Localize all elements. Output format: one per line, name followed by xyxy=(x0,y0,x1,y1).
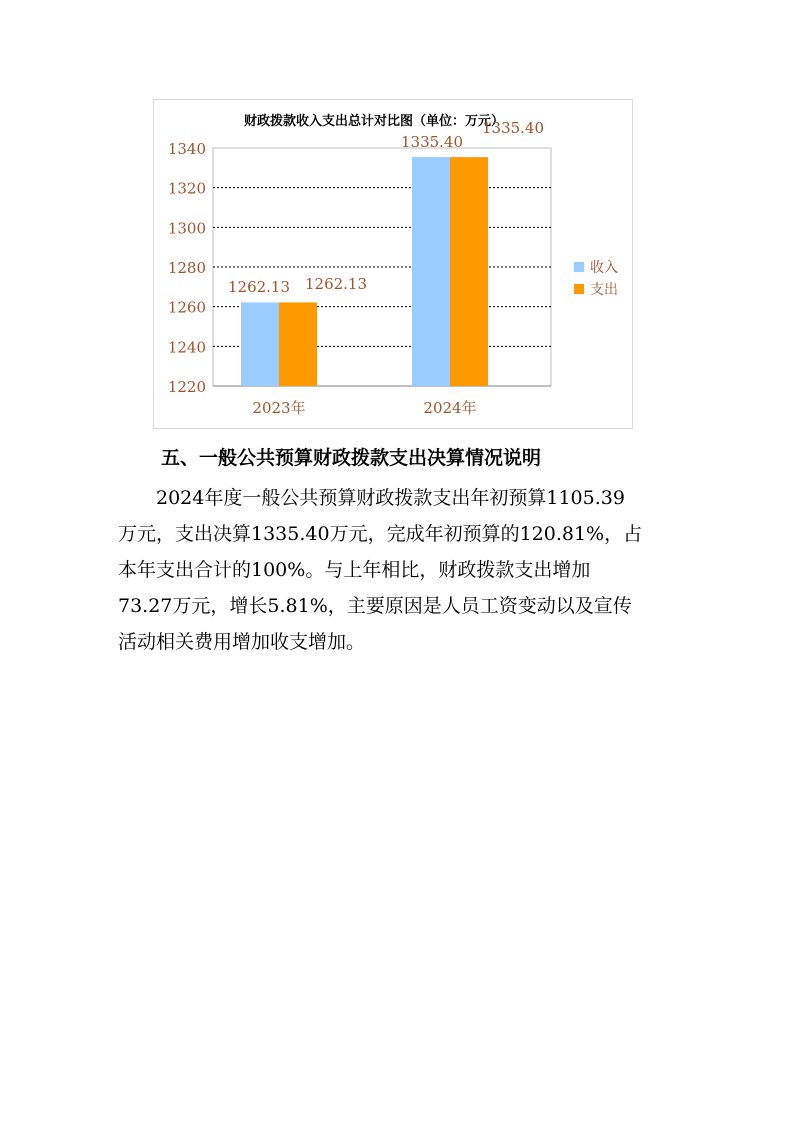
chart-frame xyxy=(153,99,633,429)
x-tick-label: 2023年 xyxy=(252,399,306,417)
body-line-1: 2024年度一般公共预算财政拨款支出年初预算1105.39 xyxy=(156,487,625,509)
bar-expense xyxy=(279,302,317,386)
body-line-5: 活动相关费用增加收支增加。 xyxy=(118,631,366,653)
body-line-3: 本年支出合计的100%。与上年相比，财政拨款支出增加 xyxy=(118,559,591,581)
section-heading: 五、一般公共预算财政拨款支出决算情况说明 xyxy=(161,447,542,469)
legend-label: 支出 xyxy=(590,282,618,298)
x-tick-label: 2024年 xyxy=(423,399,477,417)
y-tick-label: 1320 xyxy=(167,179,206,198)
y-tick-label: 1280 xyxy=(167,259,206,277)
bar-chart xyxy=(154,100,634,430)
y-tick-label: 1300 xyxy=(167,219,206,238)
data-label: 1262.13 xyxy=(227,278,291,296)
chart-title: 财政拨款收入支出总计对比图（单位：万元） xyxy=(243,114,505,129)
y-tick-label: 1340 xyxy=(167,140,206,158)
body-line-4: 73.27万元，增长5.81%，主要原因是人员工资变动以及宣传 xyxy=(118,595,632,617)
section-body xyxy=(118,480,678,660)
data-label: 1335.40 xyxy=(481,119,545,137)
data-label: 1335.40 xyxy=(400,133,464,151)
y-tick-label: 1240 xyxy=(167,338,206,357)
legend-label: 收入 xyxy=(590,260,618,276)
y-tick-label: 1260 xyxy=(167,298,206,317)
legend-swatch xyxy=(574,262,584,272)
y-tick-label: 1220 xyxy=(167,378,206,396)
data-label: 1262.13 xyxy=(304,275,368,293)
bar-income xyxy=(241,302,279,386)
bar-income xyxy=(412,157,450,386)
body-line-2: 万元，支出决算1335.40万元，完成年初预算的120.81%，占 xyxy=(118,523,643,545)
bar-expense xyxy=(450,157,488,386)
legend-swatch xyxy=(574,284,584,294)
